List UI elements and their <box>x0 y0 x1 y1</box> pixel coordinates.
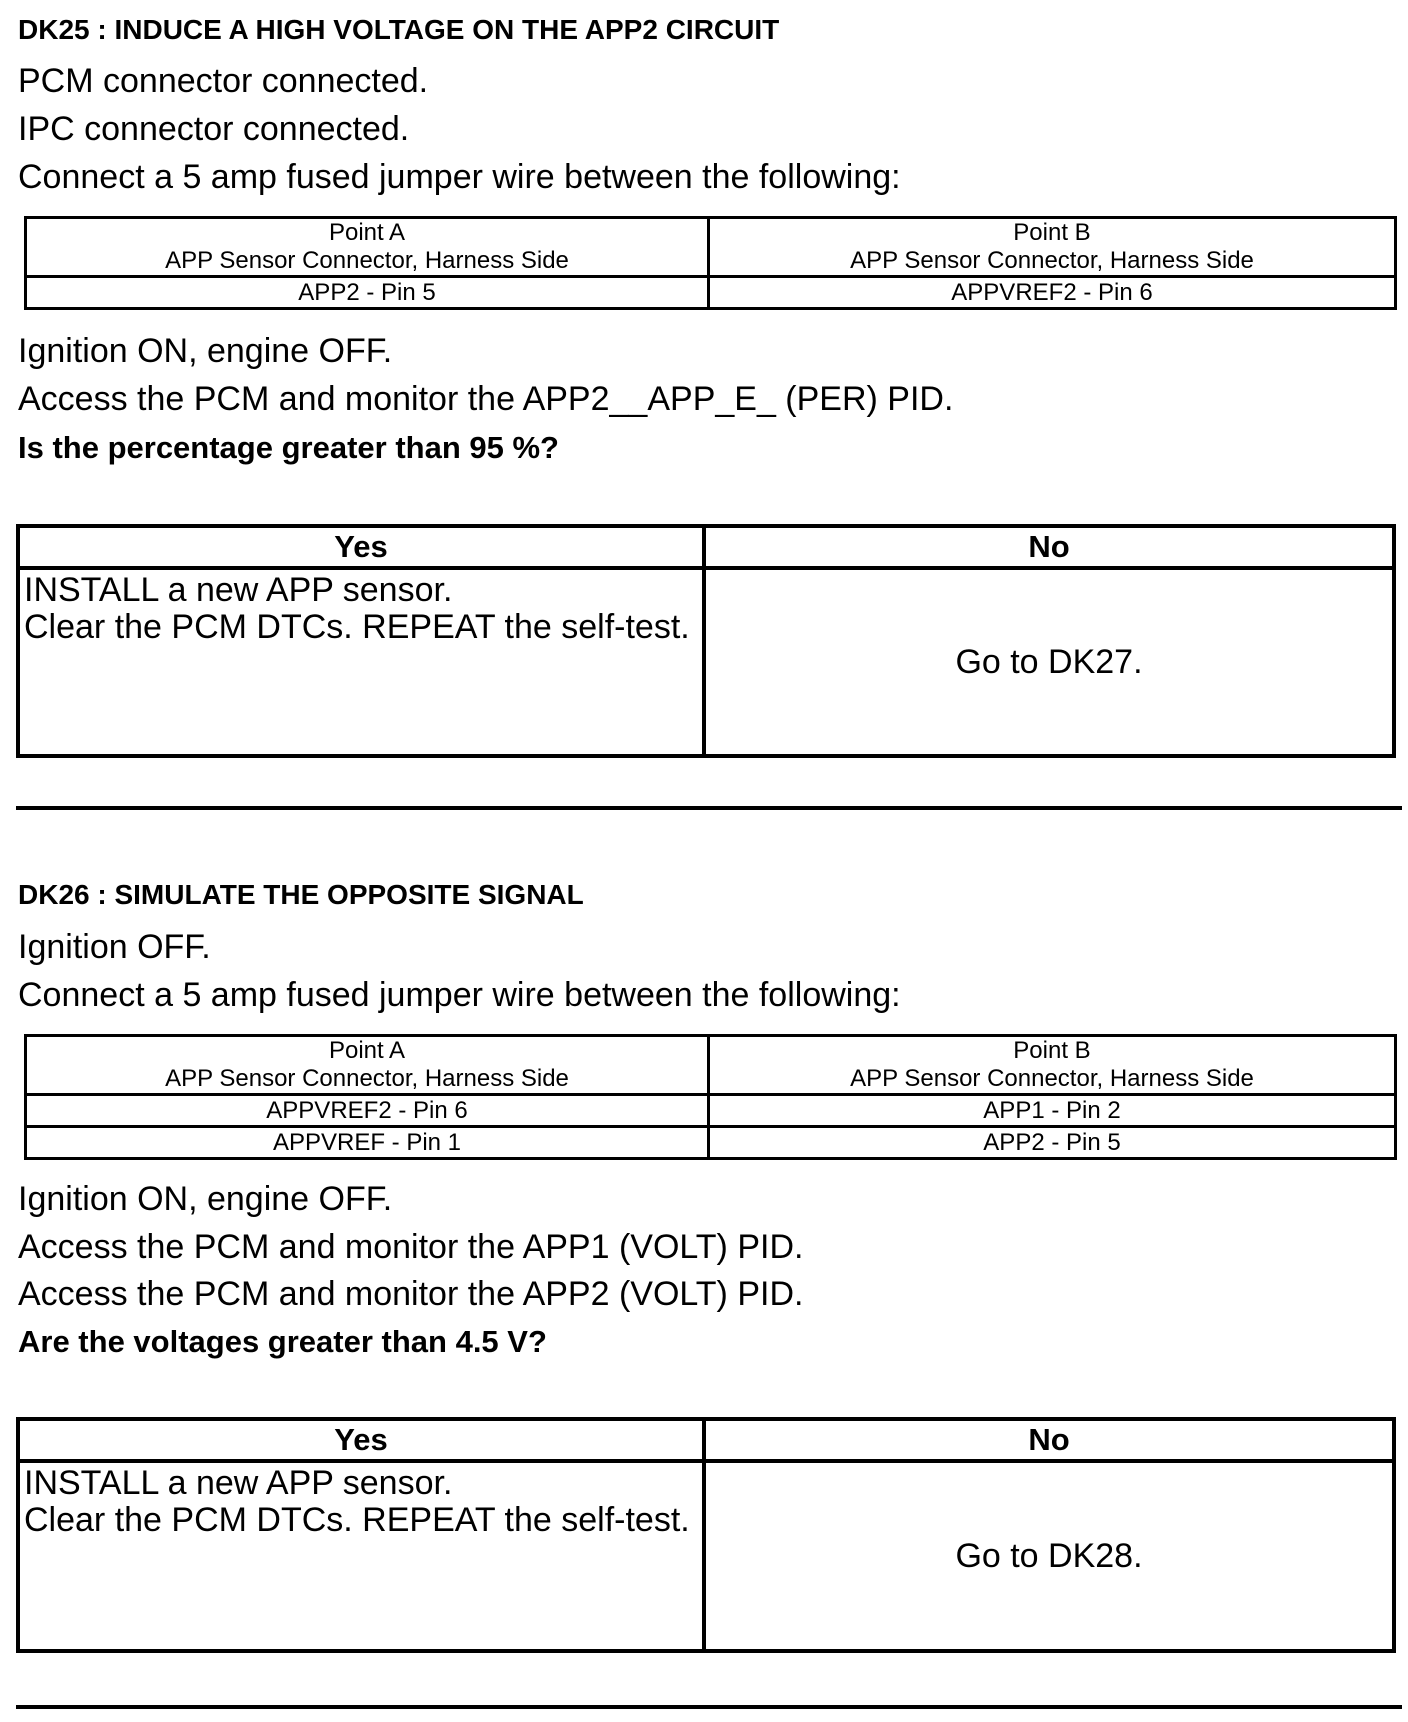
point-a-pin: APPVREF2 - Pin 6 <box>26 1095 709 1127</box>
yes-action-cell <box>18 1461 704 1651</box>
dk26-step: Connect a 5 amp fused jumper wire between the following: <box>18 976 901 1014</box>
point-b-label: Point B <box>1013 1037 1091 1064</box>
yes-action-cell <box>18 568 704 756</box>
point-a-pin: APP2 - Pin 5 <box>26 277 709 309</box>
dk25-step: Access the PCM and monitor the APP2__APP_E_ (PER) PID. <box>18 380 954 418</box>
dk25-step: Connect a 5 amp fused jumper wire between the following: <box>18 158 901 196</box>
point-a-label: Point A <box>328 219 406 246</box>
no-action: Go to DK28. <box>704 1461 1394 1651</box>
dk26-question: Are the voltages greater than 4.5 V? <box>18 1324 547 1359</box>
point-a-header-cell <box>26 1036 709 1095</box>
dk26-step: Ignition OFF. <box>18 928 211 966</box>
point-b-pin: APP1 - Pin 2 <box>709 1095 1396 1127</box>
dk26-connector-table <box>24 1034 1397 1160</box>
dk25-connector-table <box>24 216 1397 310</box>
point-a-pin: APPVREF - Pin 1 <box>26 1127 709 1159</box>
dk25-step: Ignition ON, engine OFF. <box>18 332 393 370</box>
point-a-label: Point A <box>328 1037 406 1064</box>
dk26-title: DK26 : SIMULATE THE OPPOSITE SIGNAL <box>18 879 584 910</box>
point-a-header-cell <box>26 218 709 277</box>
yes-header: Yes <box>18 1419 704 1461</box>
dk26-result-table <box>16 1417 1396 1653</box>
dk25-step: PCM connector connected. <box>18 62 429 100</box>
no-action: Go to DK27. <box>704 568 1394 756</box>
yes-action-line: INSTALL a new APP sensor. <box>24 1464 453 1502</box>
dk25-title: DK25 : INDUCE A HIGH VOLTAGE ON THE APP2 CIRCUIT <box>18 14 780 45</box>
section-divider <box>16 806 1402 810</box>
section-divider <box>16 1705 1402 1709</box>
yes-action-line: Clear the PCM DTCs. REPEAT the self-test. <box>24 1501 690 1539</box>
point-b-connector: APP Sensor Connector, Harness Side <box>850 1065 1254 1092</box>
no-header: No <box>704 526 1394 568</box>
yes-action-line: INSTALL a new APP sensor. <box>24 571 453 609</box>
point-b-header-cell <box>709 1036 1396 1095</box>
yes-header: Yes <box>18 526 704 568</box>
dk26-step: Access the PCM and monitor the APP2 (VOLT) PID. <box>18 1275 804 1313</box>
yes-action-line: Clear the PCM DTCs. REPEAT the self-test. <box>24 608 690 646</box>
dk25-question: Is the percentage greater than 95 %? <box>18 430 559 465</box>
point-a-connector: APP Sensor Connector, Harness Side <box>165 1065 569 1092</box>
point-b-pin: APP2 - Pin 5 <box>709 1127 1396 1159</box>
dk25-step: IPC connector connected. <box>18 110 410 148</box>
point-b-connector: APP Sensor Connector, Harness Side <box>850 247 1254 274</box>
dk26-step: Ignition ON, engine OFF. <box>18 1180 393 1218</box>
no-header: No <box>704 1419 1394 1461</box>
point-b-label: Point B <box>1013 219 1091 246</box>
point-a-connector: APP Sensor Connector, Harness Side <box>165 247 569 274</box>
dk25-result-table <box>16 524 1396 758</box>
point-b-pin: APPVREF2 - Pin 6 <box>709 277 1396 309</box>
dk26-step: Access the PCM and monitor the APP1 (VOLT) PID. <box>18 1228 804 1266</box>
point-b-header-cell <box>709 218 1396 277</box>
